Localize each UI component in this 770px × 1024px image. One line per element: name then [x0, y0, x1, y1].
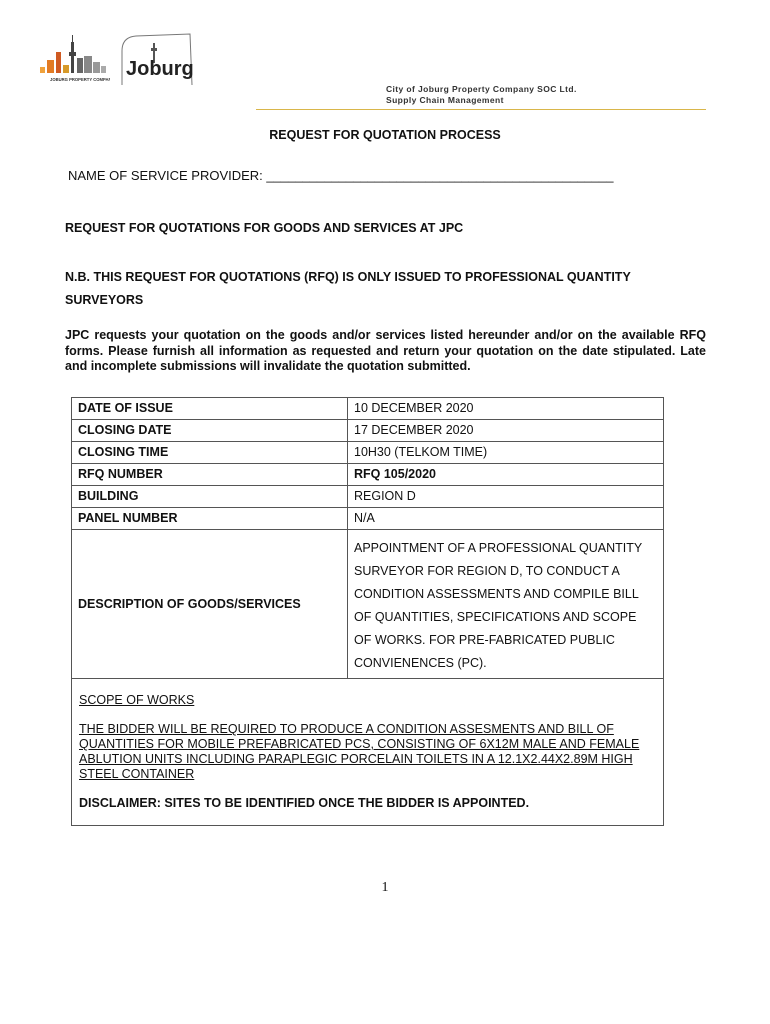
table-row	[72, 508, 664, 530]
row-label: CLOSING DATE	[72, 420, 348, 442]
document-title: REQUEST FOR QUOTATION PROCESS	[269, 128, 501, 142]
scope-row	[72, 679, 664, 826]
section-heading: REQUEST FOR QUOTATIONS FOR GOODS AND SERVICES AT JPC	[65, 221, 464, 235]
row-label: CLOSING TIME	[72, 442, 348, 464]
row-value: 17 DECEMBER 2020	[348, 420, 664, 442]
row-value: REGION D	[348, 486, 664, 508]
intro-paragraph: JPC requests your quotation on the goods and/or services listed hereunder and/or on the available RFQ forms. Please furnish all information as requested and return your quotation on the date stipulated. Late and incomplete submissions will invalidate the quotation submitted.	[65, 328, 706, 373]
joburg-logo	[116, 33, 196, 89]
scope-cell	[72, 679, 664, 826]
service-provider-line: NAME OF SERVICE PROVIDER: ________________________________________________	[68, 168, 614, 183]
jpc-logo	[38, 34, 110, 90]
table-row	[72, 398, 664, 420]
row-label: PANEL NUMBER	[72, 508, 348, 530]
scope-heading: SCOPE OF WORKS	[79, 693, 195, 707]
row-label: DATE OF ISSUE	[72, 398, 348, 420]
nb-notice: N.B. THIS REQUEST FOR QUOTATIONS (RFQ) IS ONLY ISSUED TO PROFESSIONAL QUANTITY SURVEYORS	[65, 270, 631, 307]
table-row	[72, 420, 664, 442]
description-label: DESCRIPTION OF GOODS/SERVICES	[72, 530, 348, 679]
table-row	[72, 442, 664, 464]
row-value: N/A	[348, 508, 664, 530]
company-name: City of Joburg Property Company SOC Ltd.	[386, 84, 577, 94]
joburg-logo-text: Joburg	[126, 58, 194, 80]
row-value: 10H30 (TELKOM TIME)	[348, 442, 664, 464]
table-row	[72, 486, 664, 508]
jpc-logo-text: JOBURG PROPERTY COMPANY	[50, 77, 110, 82]
row-label: RFQ NUMBER	[72, 464, 348, 486]
company-header	[386, 84, 577, 106]
scope-text: THE BIDDER WILL BE REQUIRED TO PRODUCE A CONDITION ASSESMENTS AND BILL OF QUANTITIES FOR MOBILE PREFABRICATED PCS, CONSISTING OF 6X12M MALE AND FEMALE ABLUTION UNITS INCLUDING PARAPLEGIC PORCELAIN TOILETS IN A 12.1X2.44X2.89M HIGH STEEL CONTAINER	[79, 722, 640, 781]
description-value: APPOINTMENT OF A PROFESSIONAL QUANTITY SURVEYOR FOR REGION D, TO CONDUCT A CONDITION ASSESSMENTS AND COMPILE BILL OF QUANTITIES, SPECIFICATIONS AND SCOPE OF WORKS. FOR PRE-FABRICATED PUBLIC CONVIENENCES (PC).	[348, 530, 664, 679]
row-label: BUILDING	[72, 486, 348, 508]
page-number: 1	[381, 880, 389, 895]
description-row	[72, 530, 664, 679]
rfq-details-table	[71, 397, 664, 826]
row-value: 10 DECEMBER 2020	[348, 398, 664, 420]
department-name: Supply Chain Management	[386, 95, 504, 105]
table-row	[72, 464, 664, 486]
disclaimer: DISCLAIMER: SITES TO BE IDENTIFIED ONCE THE BIDDER IS APPOINTED.	[79, 796, 530, 810]
header-divider	[256, 109, 706, 110]
row-value: RFQ 105/2020	[348, 464, 664, 486]
